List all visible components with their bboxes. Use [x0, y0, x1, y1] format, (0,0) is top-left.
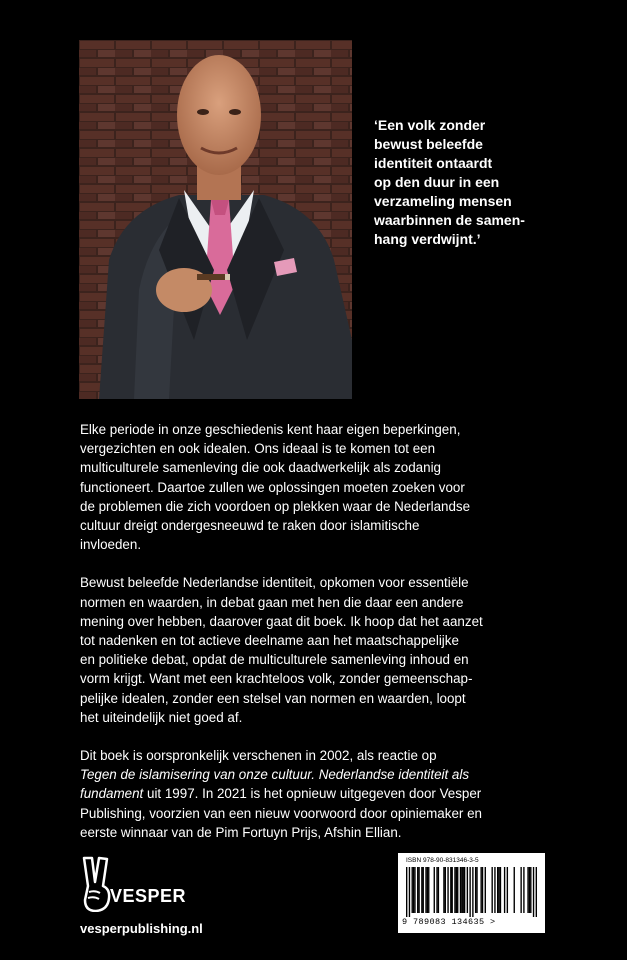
barcode-bar	[527, 867, 528, 913]
book-title-italic: fundament	[80, 786, 144, 802]
blurb-paragraph-2	[80, 573, 580, 727]
text-line: invloeden.	[80, 537, 142, 553]
author-photo	[79, 40, 352, 399]
barcode-bar	[460, 867, 461, 913]
barcode-bar	[472, 867, 473, 917]
barcode-bar	[504, 867, 505, 913]
publisher-logo-text: VESPER	[110, 886, 187, 906]
barcode-bar	[485, 867, 486, 913]
quote-line: ‘Een volk zonder	[374, 117, 486, 133]
barcode-bar	[436, 867, 437, 913]
pull-quote	[374, 116, 574, 249]
text-line: Elke periode in onze geschiedenis kent haar eigen beperkingen,	[80, 422, 461, 437]
barcode-bar	[463, 867, 464, 913]
barcode-bar	[414, 867, 415, 913]
barcode-bar	[497, 867, 498, 913]
barcode-bar	[514, 867, 515, 913]
author-photo-illustration	[79, 40, 352, 399]
barcode-bar	[475, 867, 476, 913]
barcode-bar	[467, 867, 468, 913]
barcode-bar	[476, 867, 477, 913]
book-title-italic: Tegen de islamisering van onze cultuur. Nederlandse identiteit als	[80, 767, 470, 783]
text-line: mening over hebben, daarover gaat dit boek. Ik hoop dat het aanzet	[80, 613, 483, 629]
barcode-bar	[421, 867, 422, 913]
barcode-bar	[445, 867, 446, 913]
text-line: normen en waarden, in debat gaan met hen die daar een andere	[80, 594, 464, 610]
barcode-digits: 9 789083 134635 >	[402, 917, 496, 927]
text-line: het uiteindelijk niet goed af.	[80, 709, 243, 725]
text-line: cultuur dreigt ondergesneeuwd te raken door islamitische	[80, 518, 420, 534]
barcode-bar	[456, 867, 457, 913]
text-line: multiculturele samenleving die ook daadwerkelijk als zodanig	[80, 460, 441, 476]
blurb-text	[80, 420, 580, 861]
barcode-bar	[450, 867, 451, 913]
barcode-bar	[500, 867, 501, 913]
barcode-bar	[447, 867, 448, 913]
isbn-barcode	[398, 853, 545, 933]
text-line: en politieke debat, opdat de multiculturele samenleving inhoud en	[80, 652, 469, 668]
publisher-url: vesperpublishing.nl	[80, 921, 203, 936]
barcode-bar	[533, 867, 534, 917]
text-line: functioneert. Daartoe zullen we oplossingen moeten zoeken voor	[80, 479, 465, 495]
text-line: pelijke idealen, zonder een stelsel van normen en waarden, loopt	[80, 690, 466, 706]
text-line: de problemen die zich voordoen op plekken waar de Nederlandse	[80, 498, 471, 514]
text-line	[80, 784, 580, 803]
barcode-bar	[425, 867, 426, 913]
barcode-bar	[423, 867, 424, 913]
barcode-bar	[412, 867, 413, 913]
quote-line: hang verdwijnt.’	[374, 231, 481, 247]
barcode-bar	[498, 867, 499, 913]
text-line: Dit boek is oorspronkelijk verschenen in 2002, als reactie op	[80, 748, 437, 764]
text-line: tot nadenken en tot actieve deelname aan het maatschappelijke	[80, 633, 459, 649]
blurb-paragraph-1	[80, 420, 580, 554]
barcode-bar	[409, 867, 410, 917]
barcode-bar	[469, 867, 470, 917]
barcode-bar	[507, 867, 508, 913]
barcode-bar	[536, 867, 537, 917]
text-line: Bewust beleefde Nederlandse identiteit, opkomen voor essentiële	[80, 575, 469, 591]
text-line: eerste winnaar van de Pim Fortuyn Prijs, Afshin Ellian.	[80, 824, 402, 840]
barcode-bar	[494, 867, 495, 913]
victory-hand-icon	[80, 856, 114, 912]
barcode-bar	[438, 867, 439, 913]
barcode-bar	[491, 867, 492, 913]
text-line: vorm krijgt. Want met een krachteloos volk, zonder gemeenschap-	[80, 671, 473, 687]
barcode-bar	[461, 867, 462, 913]
barcode-bar	[428, 867, 429, 913]
quote-line: op den duur in een	[374, 174, 500, 190]
barcode-bar	[434, 867, 435, 913]
barcode-bar	[417, 867, 418, 913]
barcode-bar	[454, 867, 455, 913]
barcode-bar	[443, 867, 444, 913]
barcode-bar	[452, 867, 453, 913]
text-line: Publishing, voorzien van een nieuw voorwoord door opiniemaker en	[80, 805, 482, 821]
barcode-bars	[406, 867, 537, 917]
isbn-label: ISBN 978-90-831346-3-5	[406, 857, 479, 864]
blurb-paragraph-3	[80, 746, 580, 842]
publisher-logo	[80, 856, 200, 916]
barcode-bar	[482, 867, 483, 913]
barcode-bar	[413, 867, 414, 913]
barcode-bar	[457, 867, 458, 913]
barcode-bar	[427, 867, 428, 913]
barcode-bar	[530, 867, 531, 913]
barcode-bar	[529, 867, 530, 913]
barcode-bar	[464, 867, 465, 913]
barcode-bar	[418, 867, 419, 913]
quote-line: bewust beleefde	[374, 136, 483, 152]
quote-line: verzameling mensen	[374, 193, 512, 209]
quote-line: waarbinnen de samen-	[374, 212, 525, 228]
text-line	[80, 765, 580, 784]
barcode-bar	[406, 867, 407, 917]
barcode-bar	[523, 867, 524, 913]
quote-line: identiteit ontaardt	[374, 155, 493, 171]
barcode-bar	[480, 867, 481, 913]
text-fragment: uit 1997. In 2021 is het opnieuw uitgegeven door Vesper	[143, 786, 482, 802]
text-line: vergezichten en ook idealen. Ons ideaal is te komen tot een	[80, 441, 436, 457]
barcode-bar	[520, 867, 521, 913]
